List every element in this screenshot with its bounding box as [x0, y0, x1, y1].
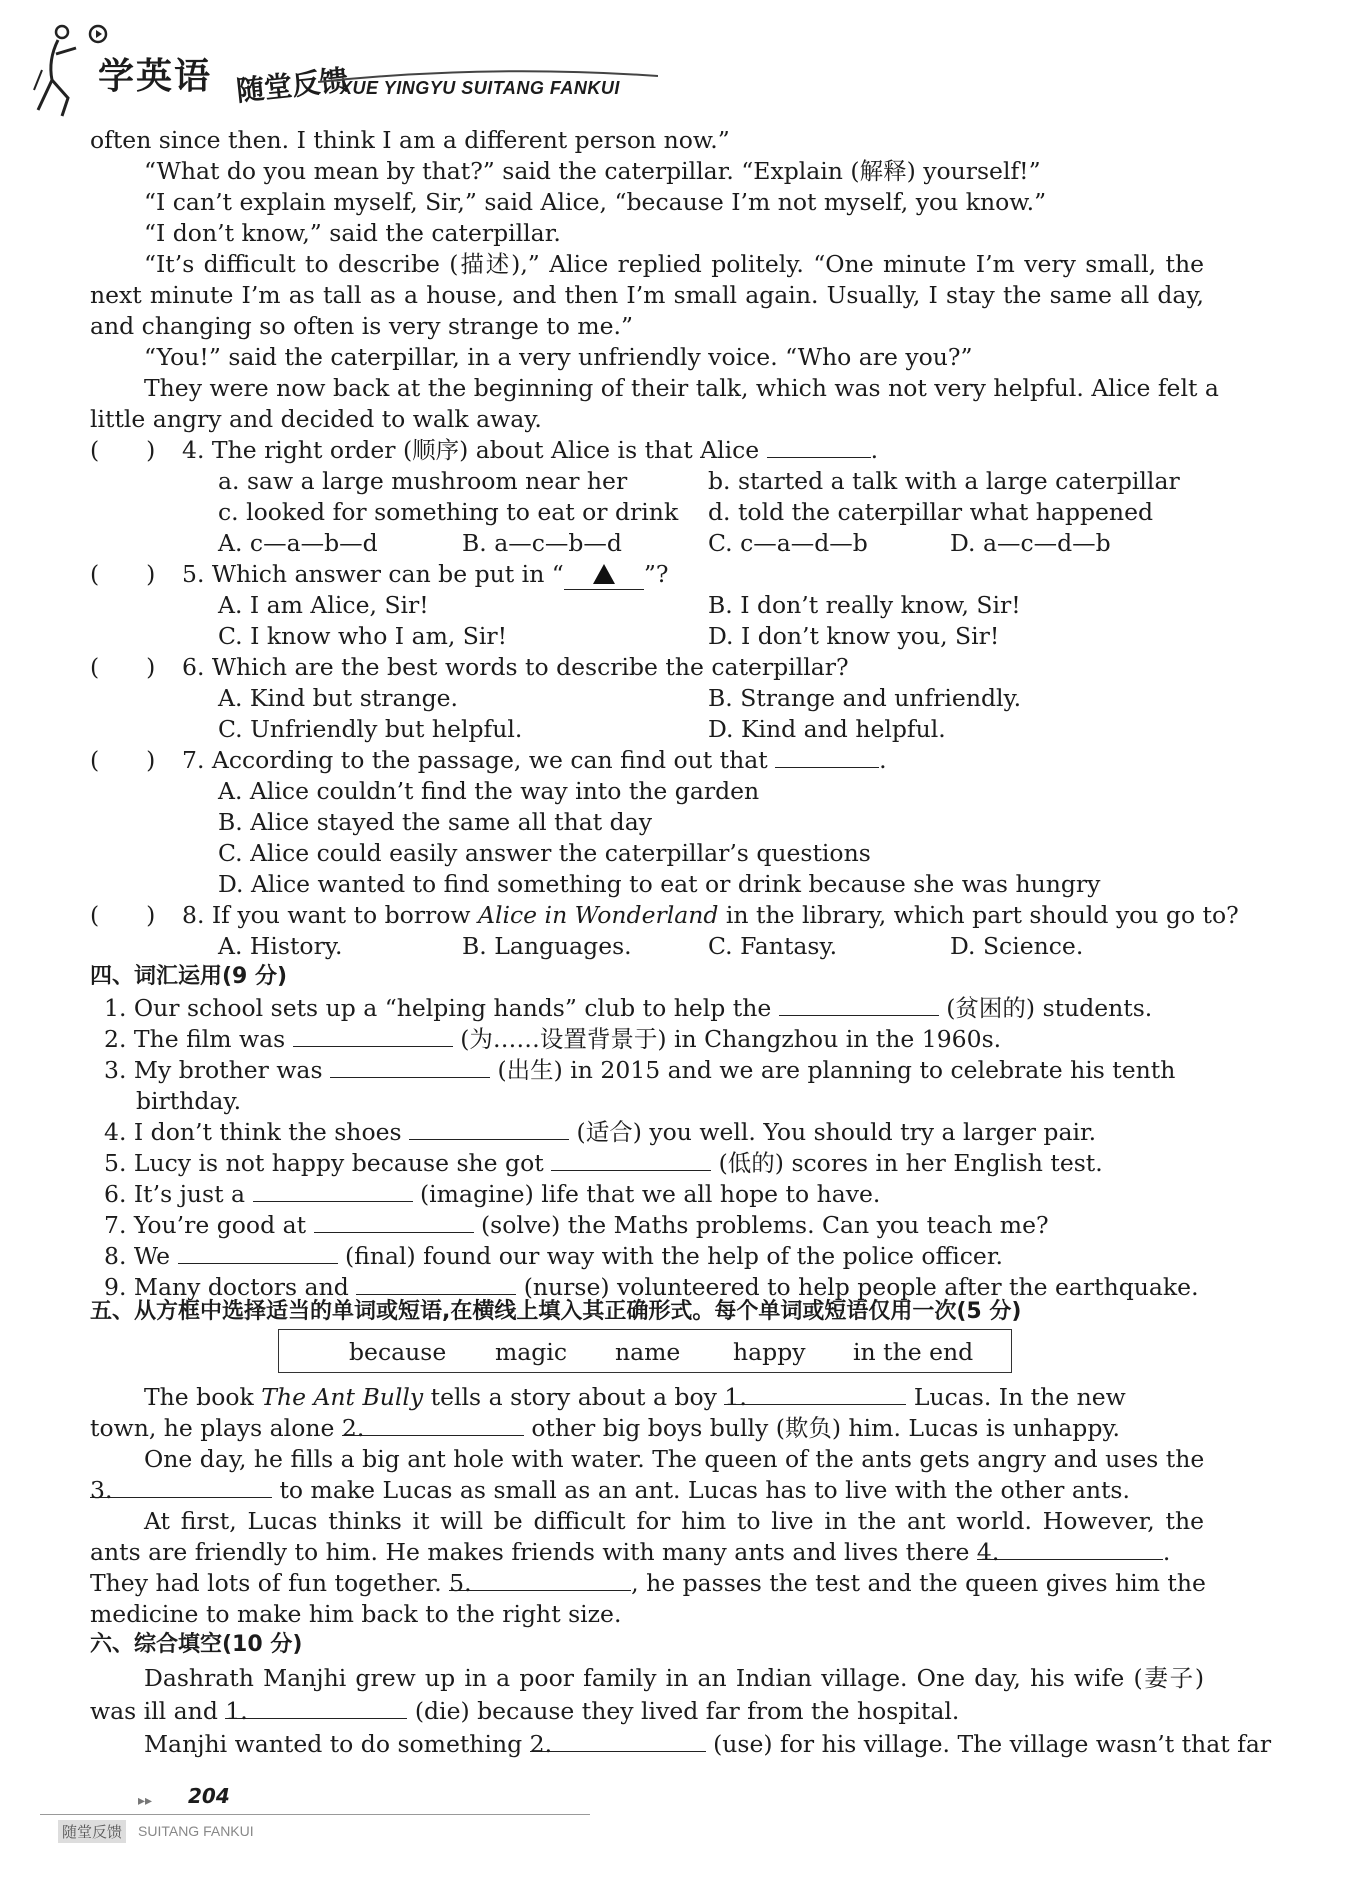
cloze-line: medicine to make him back to the right size. [90, 1600, 622, 1628]
passage-line: “What do you mean by that?” said the caterpillar. “Explain (解释) yourself!” [144, 157, 1041, 185]
passage-line: “I don’t know,” said the caterpillar. [144, 219, 561, 247]
answer-blank-2[interactable]: 2. [530, 1729, 706, 1752]
section-4-title: 四、词汇运用(9 分) [90, 964, 288, 989]
arrow-icon: ▸▸ [138, 1793, 153, 1809]
answer-bracket[interactable]: ( ) [90, 746, 156, 774]
choice-D: D. Alice wanted to find something to eat or drink because she was hungry [218, 870, 1101, 898]
answer-blank[interactable] [178, 1241, 338, 1264]
answer-blank[interactable] [356, 1272, 516, 1295]
answer-blank[interactable] [767, 435, 871, 458]
word-box-item: in the end [853, 1338, 974, 1366]
section-5-title: 五、从方框中选择适当的单词或短语,在横线上填入其正确形式。每个单词或短语仅用一次(5 分) [90, 1299, 1022, 1324]
answer-blank-3[interactable]: 3. [90, 1475, 272, 1498]
choice-B: B. Strange and unfriendly. [708, 684, 1022, 712]
cloze-line: ants are friendly to him. He makes friends with many ants and lives there 4. . [90, 1538, 1171, 1566]
triangle-icon [593, 564, 615, 584]
answer-bracket[interactable]: ( ) [90, 560, 156, 588]
question-5-stem: 5. Which answer can be put in “ ”? [182, 560, 669, 588]
vocab-item: 4. I don’t think the shoes (适合) you well. You should try a larger pair. [104, 1118, 1097, 1146]
passage-line: often since then. I think I am a different person now.” [90, 126, 730, 154]
passage-line: “You!” said the caterpillar, in a very unfriendly voice. “Who are you?” [144, 343, 973, 371]
choice-C: C. Alice could easily answer the caterpillar’s questions [218, 839, 871, 867]
question-7-stem: 7. According to the passage, we can find out that . [182, 746, 887, 774]
triangle-blank [564, 559, 644, 590]
answer-blank[interactable] [779, 993, 939, 1016]
vocab-item: 8. We (final) found our way with the help of the police officer. [104, 1242, 1003, 1270]
cloze-line: The book The Ant Bully tells a story about a boy 1. Lucas. In the new [144, 1383, 1126, 1411]
choice-A: A. I am Alice, Sir! [218, 591, 429, 619]
choice-A: A. Kind but strange. [218, 684, 459, 712]
answer-blank[interactable] [409, 1117, 569, 1140]
answer-blank-5[interactable]: 5. [449, 1568, 631, 1591]
answer-blank-4[interactable]: 4. [977, 1537, 1163, 1560]
vocab-item: 1. Our school sets up a “helping hands” club to help the (贫困的) students. [104, 994, 1153, 1022]
passage-line: “I can’t explain myself, Sir,” said Alice, “because I’m not myself, you know.” [144, 188, 1047, 216]
footer-divider [40, 1814, 590, 1815]
choice-C: C. Fantasy. [708, 932, 838, 960]
word-box-item: magic [495, 1338, 568, 1366]
option-b: b. started a talk with a large caterpillar [708, 467, 1180, 495]
choice-D: D. I don’t know you, Sir! [708, 622, 1000, 650]
answer-blank[interactable] [293, 1024, 453, 1047]
answer-blank[interactable] [551, 1148, 711, 1171]
section-6-title: 六、综合填空(10 分) [90, 1632, 303, 1657]
answer-blank[interactable] [775, 745, 879, 768]
book-header [28, 20, 668, 124]
choice-C: C. Unfriendly but helpful. [218, 715, 523, 743]
word-box-item: name [615, 1338, 681, 1366]
cloze-line: town, he plays alone 2. other big boys bully (欺负) him. Lucas is unhappy. [90, 1414, 1121, 1442]
answer-blank-2[interactable]: 2. [342, 1413, 524, 1436]
answer-blank[interactable] [314, 1210, 474, 1233]
cloze-line: Manjhi wanted to do something 2. (use) for his village. The village wasn’t that far [144, 1730, 1272, 1758]
vocab-item: 2. The film was (为……设置背景于) in Changzhou in the 1960s. [104, 1025, 1002, 1053]
vocab-item-continuation: birthday. [136, 1087, 242, 1115]
question-6-stem: 6. Which are the best words to describe the caterpillar? [182, 653, 849, 681]
word-box-item: because [349, 1338, 447, 1366]
choice-B: B. Alice stayed the same all that day [218, 808, 652, 836]
answer-blank[interactable] [330, 1055, 490, 1078]
footer-label: 随堂反馈 [58, 1820, 126, 1843]
cloze-line: At first, Lucas thinks it will be difficult for him to live in the ant world. However, the [144, 1507, 1204, 1535]
option-d: d. told the caterpillar what happened [708, 498, 1154, 526]
choice-A: A. c—a—b—d [218, 529, 378, 557]
answer-bracket[interactable]: ( ) [90, 436, 156, 464]
footer-pinyin: SUITANG FANKUI [138, 1823, 254, 1839]
vocab-item: 6. It’s just a (imagine) life that we all hope to have. [104, 1180, 881, 1208]
choice-C: C. c—a—d—b [708, 529, 868, 557]
answer-blank[interactable] [253, 1179, 413, 1202]
choice-B: B. Languages. [462, 932, 632, 960]
passage-line: little angry and decided to walk away. [90, 405, 542, 433]
passage-line: and changing so often is very strange to me.” [90, 312, 634, 340]
answer-bracket[interactable]: ( ) [90, 901, 156, 929]
cloze-line: Dashrath Manjhi grew up in a poor family in an Indian village. One day, his wife (妻子) [144, 1664, 1204, 1692]
option-c: c. looked for something to eat or drink [218, 498, 679, 526]
vocab-item: 5. Lucy is not happy because she got (低的) scores in her English test. [104, 1149, 1103, 1177]
brand-pinyin: XUE YINGYU SUITANG FANKUI [340, 78, 620, 98]
word-box [278, 1329, 1012, 1373]
choice-A: A. History. [218, 932, 343, 960]
question-8-stem: 8. If you want to borrow Alice in Wonderland in the library, which part should you go to? [182, 901, 1239, 929]
passage-line: next minute I’m as tall as a house, and then I’m small again. Usually, I stay the same all day, [90, 281, 1204, 309]
answer-blank-1[interactable]: 1. [724, 1382, 906, 1405]
choice-B: B. I don’t really know, Sir! [708, 591, 1021, 619]
cloze-line: They had lots of fun together. 5. , he passes the test and the queen gives him the [90, 1569, 1206, 1597]
cloze-line: 3. to make Lucas as small as an ant. Lucas has to live with the other ants. [90, 1476, 1130, 1504]
vocab-item: 9. Many doctors and (nurse) volunteered to help people after the earthquake. [104, 1273, 1199, 1301]
passage-line: “It’s difficult to describe (描述),” Alice replied politely. “One minute I’m very small, the [144, 250, 1204, 278]
vocab-item: 3. My brother was (出生) in 2015 and we are planning to celebrate his tenth [104, 1056, 1176, 1084]
option-a: a. saw a large mushroom near her [218, 467, 628, 495]
answer-blank-1[interactable]: 1. [225, 1696, 407, 1719]
runner-logo-icon [28, 20, 108, 120]
choice-B: B. a—c—b—d [462, 529, 622, 557]
word-box-item: happy [733, 1338, 806, 1366]
vocab-item: 7. You’re good at (solve) the Maths problems. Can you teach me? [104, 1211, 1049, 1239]
page-number: 204 [188, 1784, 230, 1808]
choice-A: A. Alice couldn’t find the way into the garden [218, 777, 760, 805]
question-4-stem: 4. The right order (顺序) about Alice is that Alice . [182, 436, 879, 464]
answer-bracket[interactable]: ( ) [90, 653, 156, 681]
cloze-line: was ill and 1. (die) because they lived far from the hospital. [90, 1697, 960, 1725]
choice-D: D. a—c—d—b [950, 529, 1111, 557]
choice-D: D. Science. [950, 932, 1084, 960]
choice-C: C. I know who I am, Sir! [218, 622, 508, 650]
cloze-line: One day, he fills a big ant hole with water. The queen of the ants gets angry and uses the [144, 1445, 1205, 1473]
brand-subtitle: 随堂反馈 [234, 63, 350, 108]
brand-title: 学英语 [98, 56, 213, 97]
choice-D: D. Kind and helpful. [708, 715, 946, 743]
passage-line: They were now back at the beginning of their talk, which was not very helpful. Alice felt a [144, 374, 1219, 402]
